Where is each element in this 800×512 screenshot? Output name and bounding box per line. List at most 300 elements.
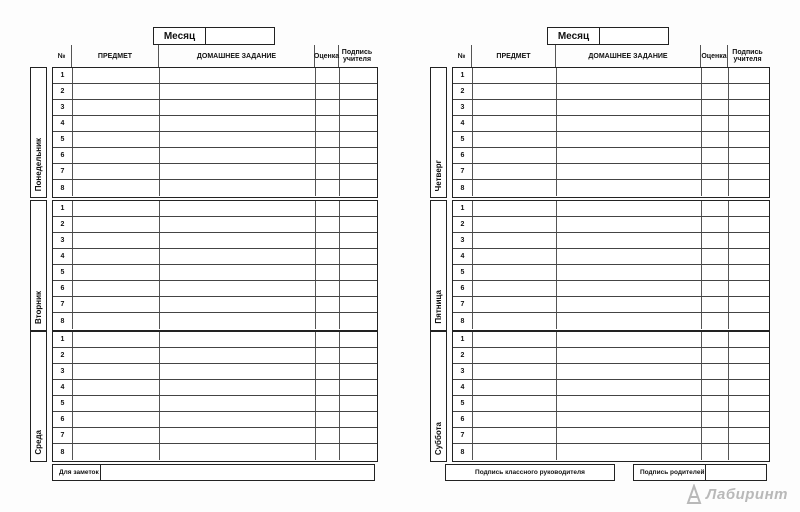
subject-cell[interactable] bbox=[473, 297, 557, 312]
grade-cell[interactable] bbox=[316, 380, 340, 395]
table-row bbox=[53, 132, 377, 148]
homework-cell[interactable] bbox=[160, 164, 316, 179]
subject-cell[interactable] bbox=[473, 412, 557, 427]
subject-cell[interactable] bbox=[73, 313, 160, 329]
homework-cell[interactable] bbox=[160, 297, 316, 312]
subject-cell[interactable] bbox=[473, 84, 557, 99]
day-label-box bbox=[30, 67, 47, 198]
grade-cell[interactable] bbox=[316, 396, 340, 411]
homework-cell[interactable] bbox=[160, 116, 316, 131]
signature-cell[interactable] bbox=[340, 428, 376, 443]
grade-cell[interactable] bbox=[316, 84, 340, 99]
grade-cell[interactable] bbox=[702, 201, 729, 216]
parent-signature-input[interactable] bbox=[706, 465, 766, 480]
month-label: Месяц bbox=[548, 28, 600, 44]
table-row bbox=[453, 116, 769, 132]
subject-cell[interactable] bbox=[473, 217, 557, 232]
subject-cell[interactable] bbox=[73, 84, 160, 99]
table-row bbox=[53, 348, 377, 364]
lesson-number: 4 bbox=[53, 380, 73, 395]
lesson-number: 2 bbox=[453, 217, 473, 232]
signature-cell[interactable] bbox=[340, 380, 376, 395]
signature-cell[interactable] bbox=[729, 116, 768, 131]
signature-cell[interactable] bbox=[729, 68, 768, 83]
header-signature: Подпись учителя bbox=[341, 49, 373, 63]
month-label: Месяц bbox=[154, 28, 206, 44]
watermark-logo-text: Лабиринт bbox=[705, 485, 788, 503]
table-row bbox=[453, 217, 769, 233]
grade-cell[interactable] bbox=[702, 428, 729, 443]
subject-cell[interactable] bbox=[73, 348, 160, 363]
grade-cell[interactable] bbox=[702, 364, 729, 379]
grade-cell[interactable] bbox=[702, 148, 729, 163]
subject-cell[interactable] bbox=[473, 249, 557, 264]
subject-cell[interactable] bbox=[473, 348, 557, 363]
lesson-number: 8 bbox=[453, 313, 473, 329]
homework-cell[interactable] bbox=[557, 348, 702, 363]
lesson-number: 5 bbox=[453, 132, 473, 147]
homework-cell[interactable] bbox=[557, 281, 702, 296]
subject-cell[interactable] bbox=[73, 444, 160, 460]
day-name: Понедельник bbox=[34, 137, 43, 191]
table-row bbox=[53, 281, 377, 297]
grade-cell[interactable] bbox=[316, 364, 340, 379]
homework-cell[interactable] bbox=[557, 84, 702, 99]
homework-cell[interactable] bbox=[557, 100, 702, 115]
grade-cell[interactable] bbox=[316, 249, 340, 264]
grade-cell[interactable] bbox=[702, 281, 729, 296]
grade-cell[interactable] bbox=[702, 132, 729, 147]
header-homework: ДОМАШНЕЕ ЗАДАНИЕ bbox=[159, 45, 315, 67]
table-row bbox=[53, 364, 377, 380]
table-row bbox=[453, 364, 769, 380]
subject-cell[interactable] bbox=[73, 132, 160, 147]
lesson-number: 5 bbox=[53, 265, 73, 280]
subject-cell[interactable] bbox=[73, 217, 160, 232]
homework-cell[interactable] bbox=[557, 396, 702, 411]
subject-cell[interactable] bbox=[473, 233, 557, 248]
subject-cell[interactable] bbox=[473, 132, 557, 147]
day-name: Среда bbox=[34, 430, 43, 455]
grade-cell[interactable] bbox=[316, 444, 340, 460]
table-row bbox=[453, 297, 769, 313]
signature-cell[interactable] bbox=[340, 132, 376, 147]
subject-cell[interactable] bbox=[73, 396, 160, 411]
signature-cell[interactable] bbox=[729, 217, 768, 232]
signature-cell[interactable] bbox=[729, 201, 768, 216]
signature-cell[interactable] bbox=[729, 148, 768, 163]
subject-cell[interactable] bbox=[73, 116, 160, 131]
homework-cell[interactable] bbox=[160, 348, 316, 363]
signature-cell[interactable] bbox=[340, 217, 376, 232]
table-row bbox=[453, 265, 769, 281]
signature-cell[interactable] bbox=[729, 281, 768, 296]
signature-cell[interactable] bbox=[340, 297, 376, 312]
class-teacher-signature-label: Подпись классного руководителя bbox=[475, 469, 585, 476]
signature-cell[interactable] bbox=[340, 148, 376, 163]
lesson-number: 8 bbox=[53, 444, 73, 460]
table-row bbox=[53, 84, 377, 100]
table-row bbox=[53, 297, 377, 313]
subject-cell[interactable] bbox=[473, 444, 557, 460]
notes-box bbox=[52, 464, 375, 481]
header-subject: ПРЕДМЕТ bbox=[72, 45, 159, 67]
subject-cell[interactable] bbox=[473, 313, 557, 329]
grade-cell[interactable] bbox=[316, 281, 340, 296]
lesson-number: 2 bbox=[453, 348, 473, 363]
homework-cell[interactable] bbox=[557, 201, 702, 216]
subject-cell[interactable] bbox=[473, 396, 557, 411]
lesson-number: 8 bbox=[53, 313, 73, 329]
homework-cell[interactable] bbox=[557, 364, 702, 379]
signature-cell[interactable] bbox=[729, 364, 768, 379]
lesson-number: 5 bbox=[53, 132, 73, 147]
grade-cell[interactable] bbox=[702, 297, 729, 312]
header-homework: ДОМАШНЕЕ ЗАДАНИЕ bbox=[556, 45, 701, 67]
signature-cell[interactable] bbox=[340, 396, 376, 411]
watermark-logo bbox=[685, 484, 788, 504]
homework-cell[interactable] bbox=[557, 297, 702, 312]
subject-cell[interactable] bbox=[73, 364, 160, 379]
homework-cell[interactable] bbox=[160, 100, 316, 115]
table-row bbox=[53, 428, 377, 444]
lesson-number: 7 bbox=[53, 428, 73, 443]
month-input[interactable] bbox=[600, 28, 668, 44]
subject-cell[interactable] bbox=[473, 148, 557, 163]
homework-cell[interactable] bbox=[557, 412, 702, 427]
grade-cell[interactable] bbox=[316, 332, 340, 347]
table-row bbox=[53, 412, 377, 428]
homework-cell[interactable] bbox=[160, 84, 316, 99]
homework-cell[interactable] bbox=[160, 217, 316, 232]
grade-cell[interactable] bbox=[316, 116, 340, 131]
table-header bbox=[52, 45, 375, 67]
homework-cell[interactable] bbox=[160, 233, 316, 248]
lesson-number: 3 bbox=[453, 233, 473, 248]
homework-cell[interactable] bbox=[557, 233, 702, 248]
homework-cell[interactable] bbox=[557, 313, 702, 329]
lesson-number: 1 bbox=[53, 201, 73, 216]
signature-cell[interactable] bbox=[340, 313, 376, 329]
homework-cell[interactable] bbox=[160, 364, 316, 379]
lesson-number: 2 bbox=[53, 217, 73, 232]
signature-cell[interactable] bbox=[340, 348, 376, 363]
table-row bbox=[453, 180, 769, 196]
homework-cell[interactable] bbox=[557, 265, 702, 280]
subject-cell[interactable] bbox=[73, 233, 160, 248]
lesson-number: 1 bbox=[453, 201, 473, 216]
table-row bbox=[53, 380, 377, 396]
signature-cell[interactable] bbox=[340, 412, 376, 427]
grade-cell[interactable] bbox=[316, 68, 340, 83]
subject-cell[interactable] bbox=[473, 68, 557, 83]
table-row bbox=[453, 68, 769, 84]
table-row bbox=[453, 84, 769, 100]
signature-cell[interactable] bbox=[729, 233, 768, 248]
parent-signature-label: Подпись родителей bbox=[634, 465, 706, 480]
subject-cell[interactable] bbox=[473, 116, 557, 131]
lesson-number: 6 bbox=[453, 281, 473, 296]
table-row bbox=[453, 132, 769, 148]
homework-cell[interactable] bbox=[557, 217, 702, 232]
homework-cell[interactable] bbox=[160, 332, 316, 347]
notes-input[interactable] bbox=[101, 465, 374, 480]
lesson-number: 8 bbox=[453, 180, 473, 196]
subject-cell[interactable] bbox=[473, 364, 557, 379]
subject-cell[interactable] bbox=[473, 180, 557, 196]
signature-cell[interactable] bbox=[340, 100, 376, 115]
subject-cell[interactable] bbox=[73, 249, 160, 264]
subject-cell[interactable] bbox=[73, 412, 160, 427]
subject-cell[interactable] bbox=[73, 180, 160, 196]
lesson-number: 1 bbox=[453, 68, 473, 83]
grade-cell[interactable] bbox=[316, 313, 340, 329]
subject-cell[interactable] bbox=[73, 380, 160, 395]
signature-cell[interactable] bbox=[729, 332, 768, 347]
subject-cell[interactable] bbox=[73, 164, 160, 179]
subject-cell[interactable] bbox=[73, 332, 160, 347]
grade-cell[interactable] bbox=[316, 233, 340, 248]
signature-cell[interactable] bbox=[729, 164, 768, 179]
grade-cell[interactable] bbox=[316, 180, 340, 196]
table-row bbox=[53, 233, 377, 249]
lesson-number: 3 bbox=[53, 100, 73, 115]
subject-cell[interactable] bbox=[473, 164, 557, 179]
signature-cell[interactable] bbox=[729, 297, 768, 312]
day-name: Суббота bbox=[434, 421, 443, 455]
table-row bbox=[53, 180, 377, 196]
day-lessons-table bbox=[452, 331, 770, 462]
header-num: № bbox=[452, 45, 472, 67]
grade-cell[interactable] bbox=[316, 217, 340, 232]
grade-cell[interactable] bbox=[316, 428, 340, 443]
lesson-number: 5 bbox=[53, 396, 73, 411]
grade-cell[interactable] bbox=[702, 116, 729, 131]
table-row bbox=[53, 332, 377, 348]
grade-cell[interactable] bbox=[702, 68, 729, 83]
signature-cell[interactable] bbox=[340, 84, 376, 99]
grade-cell[interactable] bbox=[702, 217, 729, 232]
homework-cell[interactable] bbox=[160, 428, 316, 443]
table-row bbox=[453, 428, 769, 444]
grade-cell[interactable] bbox=[702, 164, 729, 179]
homework-cell[interactable] bbox=[160, 380, 316, 395]
homework-cell[interactable] bbox=[557, 148, 702, 163]
lesson-number: 3 bbox=[453, 364, 473, 379]
day-label-box bbox=[430, 67, 447, 198]
lesson-number: 7 bbox=[53, 164, 73, 179]
lesson-number: 8 bbox=[453, 444, 473, 460]
table-row bbox=[453, 249, 769, 265]
subject-cell[interactable] bbox=[73, 297, 160, 312]
signature-cell[interactable] bbox=[729, 249, 768, 264]
homework-cell[interactable] bbox=[557, 249, 702, 264]
grade-cell[interactable] bbox=[702, 233, 729, 248]
grade-cell[interactable] bbox=[702, 265, 729, 280]
grade-cell[interactable] bbox=[702, 412, 729, 427]
lesson-number: 1 bbox=[53, 332, 73, 347]
lesson-number: 8 bbox=[53, 180, 73, 196]
day-label-box bbox=[430, 200, 447, 331]
lesson-number: 3 bbox=[53, 364, 73, 379]
month-input[interactable] bbox=[206, 28, 274, 44]
homework-cell[interactable] bbox=[160, 265, 316, 280]
month-box bbox=[153, 27, 275, 45]
grade-cell[interactable] bbox=[702, 249, 729, 264]
signature-cell[interactable] bbox=[729, 265, 768, 280]
subject-cell[interactable] bbox=[73, 201, 160, 216]
homework-cell[interactable] bbox=[160, 148, 316, 163]
table-row bbox=[453, 164, 769, 180]
grade-cell[interactable] bbox=[702, 180, 729, 196]
lesson-number: 6 bbox=[53, 148, 73, 163]
signature-cell[interactable] bbox=[729, 380, 768, 395]
signature-cell[interactable] bbox=[340, 180, 376, 196]
homework-cell[interactable] bbox=[160, 68, 316, 83]
day-lessons-table bbox=[52, 331, 378, 462]
table-row bbox=[453, 348, 769, 364]
homework-cell[interactable] bbox=[160, 249, 316, 264]
subject-cell[interactable] bbox=[73, 281, 160, 296]
homework-cell[interactable] bbox=[557, 164, 702, 179]
labirint-logo-icon bbox=[685, 484, 703, 504]
signature-cell[interactable] bbox=[340, 281, 376, 296]
homework-cell[interactable] bbox=[557, 332, 702, 347]
grade-cell[interactable] bbox=[316, 148, 340, 163]
signature-cell[interactable] bbox=[340, 364, 376, 379]
subject-cell[interactable] bbox=[473, 332, 557, 347]
signature-cell[interactable] bbox=[729, 84, 768, 99]
grade-cell[interactable] bbox=[702, 84, 729, 99]
grade-cell[interactable] bbox=[702, 313, 729, 329]
homework-cell[interactable] bbox=[557, 116, 702, 131]
signature-cell[interactable] bbox=[340, 332, 376, 347]
subject-cell[interactable] bbox=[73, 68, 160, 83]
subject-cell[interactable] bbox=[473, 265, 557, 280]
subject-cell[interactable] bbox=[73, 148, 160, 163]
lesson-number: 4 bbox=[453, 380, 473, 395]
lesson-number: 7 bbox=[453, 164, 473, 179]
grade-cell[interactable] bbox=[702, 100, 729, 115]
subject-cell[interactable] bbox=[73, 100, 160, 115]
homework-cell[interactable] bbox=[557, 380, 702, 395]
table-header bbox=[452, 45, 767, 67]
homework-cell[interactable] bbox=[557, 132, 702, 147]
homework-cell[interactable] bbox=[557, 180, 702, 196]
homework-cell[interactable] bbox=[557, 68, 702, 83]
grade-cell[interactable] bbox=[702, 332, 729, 347]
signature-cell[interactable] bbox=[340, 249, 376, 264]
signature-cell[interactable] bbox=[729, 180, 768, 196]
table-row bbox=[53, 164, 377, 180]
day-lessons-table bbox=[452, 200, 770, 331]
signature-cell[interactable] bbox=[340, 68, 376, 83]
signature-cell[interactable] bbox=[729, 132, 768, 147]
signature-cell[interactable] bbox=[729, 412, 768, 427]
header-subject: ПРЕДМЕТ bbox=[472, 45, 556, 67]
homework-cell[interactable] bbox=[160, 180, 316, 196]
table-row bbox=[453, 100, 769, 116]
grade-cell[interactable] bbox=[316, 412, 340, 427]
homework-cell[interactable] bbox=[557, 444, 702, 460]
signature-cell[interactable] bbox=[729, 348, 768, 363]
subject-cell[interactable] bbox=[473, 100, 557, 115]
lesson-number: 4 bbox=[53, 249, 73, 264]
table-row bbox=[53, 313, 377, 329]
signature-cell[interactable] bbox=[729, 313, 768, 329]
grade-cell[interactable] bbox=[316, 297, 340, 312]
table-row bbox=[53, 201, 377, 217]
signature-cell[interactable] bbox=[340, 265, 376, 280]
table-row bbox=[53, 68, 377, 84]
day-name: Пятница bbox=[434, 290, 443, 324]
day-name: Вторник bbox=[34, 290, 43, 324]
subject-cell[interactable] bbox=[473, 201, 557, 216]
signature-cell[interactable] bbox=[340, 201, 376, 216]
subject-cell[interactable] bbox=[473, 380, 557, 395]
table-row bbox=[453, 148, 769, 164]
signature-cell[interactable] bbox=[729, 396, 768, 411]
lesson-number: 6 bbox=[453, 148, 473, 163]
table-row bbox=[453, 444, 769, 460]
grade-cell[interactable] bbox=[316, 100, 340, 115]
day-name: Четверг bbox=[434, 159, 443, 191]
table-row bbox=[453, 396, 769, 412]
signature-cell[interactable] bbox=[340, 233, 376, 248]
signature-cell[interactable] bbox=[729, 100, 768, 115]
homework-cell[interactable] bbox=[160, 396, 316, 411]
grade-cell[interactable] bbox=[702, 348, 729, 363]
subject-cell[interactable] bbox=[473, 281, 557, 296]
lesson-number: 1 bbox=[53, 68, 73, 83]
signature-cell[interactable] bbox=[340, 116, 376, 131]
grade-cell[interactable] bbox=[316, 132, 340, 147]
homework-cell[interactable] bbox=[160, 412, 316, 427]
homework-cell[interactable] bbox=[557, 428, 702, 443]
header-grade: Оценка bbox=[315, 45, 339, 67]
signature-cell[interactable] bbox=[729, 428, 768, 443]
grade-cell[interactable] bbox=[702, 396, 729, 411]
lesson-number: 7 bbox=[453, 428, 473, 443]
signature-cell[interactable] bbox=[340, 164, 376, 179]
homework-cell[interactable] bbox=[160, 201, 316, 216]
grade-cell[interactable] bbox=[316, 201, 340, 216]
homework-cell[interactable] bbox=[160, 281, 316, 296]
table-row bbox=[453, 233, 769, 249]
subject-cell[interactable] bbox=[473, 428, 557, 443]
lesson-number: 6 bbox=[53, 412, 73, 427]
subject-cell[interactable] bbox=[73, 265, 160, 280]
homework-cell[interactable] bbox=[160, 132, 316, 147]
table-row bbox=[453, 201, 769, 217]
grade-cell[interactable] bbox=[702, 444, 729, 460]
grade-cell[interactable] bbox=[316, 164, 340, 179]
homework-cell[interactable] bbox=[160, 313, 316, 329]
lesson-number: 6 bbox=[53, 281, 73, 296]
table-row bbox=[453, 313, 769, 329]
lesson-number: 3 bbox=[453, 100, 473, 115]
subject-cell[interactable] bbox=[73, 428, 160, 443]
lesson-number: 2 bbox=[53, 348, 73, 363]
grade-cell[interactable] bbox=[316, 348, 340, 363]
signature-cell[interactable] bbox=[340, 444, 376, 460]
homework-cell[interactable] bbox=[160, 444, 316, 460]
grade-cell[interactable] bbox=[702, 380, 729, 395]
lesson-number: 2 bbox=[53, 84, 73, 99]
signature-cell[interactable] bbox=[729, 444, 768, 460]
grade-cell[interactable] bbox=[316, 265, 340, 280]
table-row bbox=[453, 412, 769, 428]
